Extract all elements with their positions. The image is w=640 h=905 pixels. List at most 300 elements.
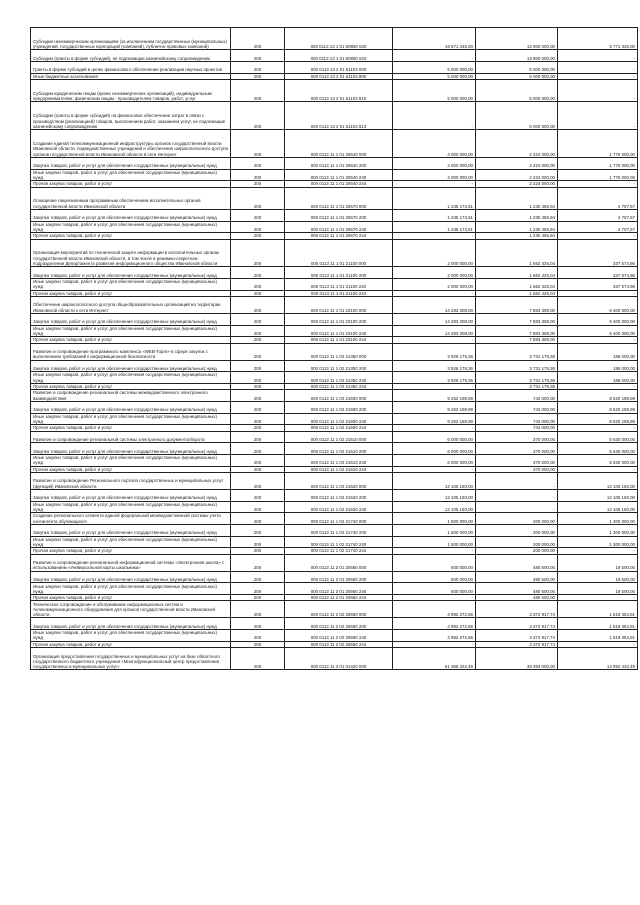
budget-classification-code-cell: 000 0113 11 2 02 20690 000 xyxy=(285,601,393,618)
table-row xyxy=(31,157,638,169)
remaining-amount-cell: - xyxy=(558,73,638,79)
remaining-amount-cell: 19 500,00 xyxy=(558,554,638,571)
line-code-cell: 200 xyxy=(231,337,285,343)
line-code-cell: 200 xyxy=(231,466,285,472)
executed-amount-cell: 1 230 465,94 xyxy=(476,187,558,209)
line-code-cell: 200 xyxy=(231,130,285,158)
remaining-amount-cell: 12 992 432,49 xyxy=(558,648,638,670)
budget-classification-code-cell: 000 0113 11 2 02 20690 240 xyxy=(285,630,393,642)
budget-classification-code-cell: 000 0113 11 1 02 21620 240 xyxy=(285,501,393,513)
indicator-name-cell: Развитие и сопровождение Регионального портала государственных и муниципальных услуг (функций) Ивановской области xyxy=(31,472,231,489)
executed-amount-cell: 1 662 425,04 xyxy=(476,267,558,279)
executed-amount-cell: - xyxy=(476,489,558,501)
indicator-name-cell: Закупка товаров, работ и услуг для обеспечения государственных (муниципальных) нужд xyxy=(31,525,231,537)
remaining-amount-cell: 5 630 000,00 xyxy=(558,443,638,455)
remaining-amount-cell: 5 771 345,00 xyxy=(558,28,638,50)
approved-amount-cell: 14 283 308,00 xyxy=(393,325,476,337)
table-row xyxy=(31,267,638,279)
executed-amount-cell: 5 000 000,00 xyxy=(476,102,558,130)
table-row xyxy=(31,472,638,489)
executed-amount-cell: 38 393 000,00 xyxy=(476,648,558,670)
table-row xyxy=(31,513,638,525)
approved-amount-cell: 12 105 160,00 xyxy=(393,489,476,501)
line-code-cell: 200 xyxy=(231,630,285,642)
table-row xyxy=(31,630,638,642)
table-row xyxy=(31,221,638,233)
remaining-amount-cell: 12 105 160,00 xyxy=(558,501,638,513)
approved-amount-cell: 4 992 272,65 xyxy=(393,630,476,642)
budget-classification-code-cell: 000 0113 11 1 02 21350 000 xyxy=(285,343,393,360)
approved-amount-cell: 2 000 000,00 xyxy=(393,278,476,290)
table-row xyxy=(31,325,638,337)
remaining-amount-cell: 1 619 354,91 xyxy=(558,618,638,630)
line-code-cell: 200 xyxy=(231,383,285,389)
executed-amount-cell: 3 372 917,74 xyxy=(476,601,558,618)
budget-classification-code-cell: 000 0113 11 1 02 21600 000 xyxy=(285,390,393,402)
approved-amount-cell: 5 000 000,00 xyxy=(393,62,476,74)
budget-classification-code-cell: 000 0113 11 1 01 21100 000 xyxy=(285,239,393,267)
budget-classification-code-cell: 000 0113 11 1 01 20640 244 xyxy=(285,181,393,187)
budget-classification-code-cell: 000 0113 11 1 02 21600 244 xyxy=(285,425,393,431)
approved-amount-cell: 2 000 000,00 xyxy=(393,267,476,279)
remaining-amount-cell: 19 500,00 xyxy=(558,583,638,595)
budget-classification-code-cell: 000 0113 11 1 01 20670 244 xyxy=(285,233,393,239)
approved-amount-cell: 1 500 000,00 xyxy=(393,525,476,537)
approved-amount-cell: 4 000 000,00 xyxy=(393,157,476,169)
remaining-amount-cell: - xyxy=(558,80,638,102)
indicator-name-cell: Закупка товаров, работ и услуг для обеспечения государственных (муниципальных) нужд xyxy=(31,360,231,372)
executed-amount-cell: 742 000,00 xyxy=(476,401,558,413)
budget-classification-code-cell: 000 0113 11 2 01 20660 244 xyxy=(285,595,393,601)
line-code-cell: 200 xyxy=(231,595,285,601)
line-code-cell: 200 xyxy=(231,525,285,537)
executed-amount-cell: - xyxy=(476,472,558,489)
executed-amount-cell: 480 500,00 xyxy=(476,595,558,601)
remaining-amount-cell: - xyxy=(558,102,638,130)
indicator-name-cell: Иные закупки товаров, работ и услуг для обеспечения государственных (муниципальных) нужд xyxy=(31,630,231,642)
remaining-amount-cell: - xyxy=(558,337,638,343)
table-row xyxy=(31,239,638,267)
indicator-name-cell: Иные закупки товаров, работ и услуг для обеспечения государственных (муниципальных) нужд xyxy=(31,501,231,513)
executed-amount-cell: 5 000 000,00 xyxy=(476,80,558,102)
remaining-amount-cell: 4 707,57 xyxy=(558,221,638,233)
indicator-name-cell: Техническое сопровождение и обслуживание информационных систем и телекоммуникационного оборудования для органов государственной власти Ивановской области xyxy=(31,601,231,618)
budget-classification-code-cell: 000 0113 11 2 01 20660 240 xyxy=(285,583,393,595)
approved-amount-cell: 3 926 179,36 xyxy=(393,360,476,372)
indicator-name-cell: Закупка товаров, работ и услуг для обеспечения государственных (муниципальных) нужд xyxy=(31,267,231,279)
approved-amount-cell: 1 235 173,51 xyxy=(393,209,476,221)
executed-amount-cell: 480 500,00 xyxy=(476,571,558,583)
table-row xyxy=(31,536,638,548)
budget-classification-code-cell: 000 0113 11 2 02 20690 244 xyxy=(285,641,393,647)
approved-amount-cell: 1 235 173,51 xyxy=(393,187,476,209)
executed-amount-cell: 200 000,00 xyxy=(476,513,558,525)
executed-amount-cell: 370 000,00 xyxy=(476,466,558,472)
line-code-cell: 200 xyxy=(231,62,285,74)
budget-classification-code-cell: 000 0113 11 1 02 21740 200 xyxy=(285,525,393,537)
indicator-name-cell: Закупка товаров, работ и услуг для обеспечения государственных (муниципальных) нужд xyxy=(31,571,231,583)
line-code-cell: 200 xyxy=(231,233,285,239)
budget-classification-code-cell: 000 0113 13 2 01 61103 800 xyxy=(285,73,393,79)
indicator-name-cell: Закупка товаров, работ и услуг для обеспечения государственных (муниципальных) нужд xyxy=(31,489,231,501)
indicator-name-cell: Прочая закупка товаров, работ и услуг xyxy=(31,641,231,647)
indicator-name-cell: Прочая закупка товаров, работ и услуг xyxy=(31,595,231,601)
budget-classification-code-cell: 000 0113 11 1 01 20670 000 xyxy=(285,187,393,209)
indicator-name-cell: Закупка товаров, работ и услуг для обеспечения государственных (муниципальных) нужд xyxy=(31,618,231,630)
executed-amount-cell: 3 372 917,74 xyxy=(476,630,558,642)
table-row xyxy=(31,296,638,313)
remaining-amount-cell: 6 400 000,00 xyxy=(558,296,638,313)
approved-amount-cell: 4 000 000,00 xyxy=(393,130,476,158)
approved-amount-cell: - xyxy=(393,337,476,343)
budget-classification-code-cell: 000 0113 11 1 01 23100 000 xyxy=(285,296,393,313)
table-row xyxy=(31,489,638,501)
approved-amount-cell: - xyxy=(393,233,476,239)
budget-classification-code-cell: 000 0113 11 1 02 21610 240 xyxy=(285,455,393,467)
table-row xyxy=(31,278,638,290)
line-code-cell: 200 xyxy=(231,583,285,595)
indicator-name-cell: Закупка товаров, работ и услуг для обеспечения государственных (муниципальных) нужд xyxy=(31,157,231,169)
remaining-amount-cell: 5 630 000,00 xyxy=(558,431,638,443)
approved-amount-cell: - xyxy=(393,181,476,187)
table-row xyxy=(31,130,638,158)
remaining-amount-cell: 195 000,00 xyxy=(558,360,638,372)
budget-table-body xyxy=(31,28,638,670)
executed-amount-cell: 3 372 917,74 xyxy=(476,618,558,630)
line-code-cell: 200 xyxy=(231,648,285,670)
approved-amount-cell: 1 235 173,51 xyxy=(393,221,476,233)
table-row xyxy=(31,343,638,360)
table-row xyxy=(31,583,638,595)
line-code-cell: 200 xyxy=(231,413,285,425)
remaining-amount-cell: 195 000,00 xyxy=(558,343,638,360)
table-row xyxy=(31,648,638,670)
table-row xyxy=(31,187,638,209)
budget-table xyxy=(30,27,638,670)
remaining-amount-cell: - xyxy=(558,290,638,296)
indicator-name-cell: Иные закупки товаров, работ и услуг для обеспечения государственных (муниципальных) нужд xyxy=(31,455,231,467)
budget-classification-code-cell: 000 0113 11 2 02 20690 200 xyxy=(285,618,393,630)
indicator-name-cell: Иные закупки товаров, работ и услуг для обеспечения государственных (муниципальных) нужд xyxy=(31,372,231,384)
line-code-cell: 200 xyxy=(231,296,285,313)
approved-amount-cell: 4 992 272,65 xyxy=(393,618,476,630)
executed-amount-cell: 7 883 308,00 xyxy=(476,337,558,343)
approved-amount-cell: - xyxy=(393,595,476,601)
budget-classification-code-cell: 000 0113 11 1 01 20640 200 xyxy=(285,157,393,169)
approved-amount-cell: 1 500 000,00 xyxy=(393,536,476,548)
remaining-amount-cell: 1 300 000,00 xyxy=(558,525,638,537)
executed-amount-cell: 1 662 425,04 xyxy=(476,278,558,290)
line-code-cell: 200 xyxy=(231,169,285,181)
indicator-name-cell: Закупка товаров, работ и услуг для обеспечения государственных (муниципальных) нужд xyxy=(31,401,231,413)
line-code-cell: 200 xyxy=(231,513,285,525)
line-code-cell: 200 xyxy=(231,221,285,233)
approved-amount-cell: 51 356 432,49 xyxy=(393,648,476,670)
executed-amount-cell: 3 372 917,74 xyxy=(476,641,558,647)
executed-amount-cell: 2 224 000,00 xyxy=(476,169,558,181)
table-row xyxy=(31,313,638,325)
budget-classification-code-cell: 000 0113 11 1 01 23100 240 xyxy=(285,325,393,337)
executed-amount-cell: 1 230 465,94 xyxy=(476,209,558,221)
remaining-amount-cell: 12 105 160,00 xyxy=(558,489,638,501)
approved-amount-cell: - xyxy=(393,425,476,431)
executed-amount-cell: 480 500,00 xyxy=(476,554,558,571)
remaining-amount-cell: 8 520 198,99 xyxy=(558,401,638,413)
remaining-amount-cell: 1 300 000,00 xyxy=(558,513,638,525)
indicator-name-cell: Гранты в форме субсидий в целях финансового обеспечения реализации научных проектов xyxy=(31,62,231,74)
executed-amount-cell: 3 731 179,36 xyxy=(476,343,558,360)
executed-amount-cell: 2 224 000,00 xyxy=(476,157,558,169)
indicator-name-cell: Прочая закупка товаров, работ и услуг xyxy=(31,383,231,389)
line-code-cell: 200 xyxy=(231,443,285,455)
executed-amount-cell: 200 000,00 xyxy=(476,536,558,548)
budget-classification-code-cell: 000 0113 11 2 01 20660 200 xyxy=(285,571,393,583)
remaining-amount-cell: 4 707,57 xyxy=(558,187,638,209)
table-row xyxy=(31,431,638,443)
budget-classification-code-cell: 000 0113 11 1 01 21100 200 xyxy=(285,267,393,279)
table-row xyxy=(31,455,638,467)
approved-amount-cell: - xyxy=(393,290,476,296)
line-code-cell: 200 xyxy=(231,425,285,431)
line-code-cell: 200 xyxy=(231,431,285,443)
approved-amount-cell: 500 000,00 xyxy=(393,583,476,595)
indicator-name-cell: Закупка товаров, работ и услуг для обеспечения государственных (муниципальных) нужд xyxy=(31,443,231,455)
remaining-amount-cell: 1 776 000,00 xyxy=(558,169,638,181)
approved-amount-cell: 5 000 000,00 xyxy=(393,80,476,102)
approved-amount-cell: 9 262 198,99 xyxy=(393,413,476,425)
budget-classification-code-cell: 000 0113 11 1 02 21620 200 xyxy=(285,489,393,501)
remaining-amount-cell: - xyxy=(558,181,638,187)
indicator-name-cell: Иные закупки товаров, работ и услуг для обеспечения государственных (муниципальных) нужд xyxy=(31,221,231,233)
line-code-cell: 200 xyxy=(231,102,285,130)
remaining-amount-cell: - xyxy=(558,548,638,554)
budget-classification-code-cell: 000 0113 11 2 01 20660 000 xyxy=(285,554,393,571)
remaining-amount-cell: 1 619 354,91 xyxy=(558,630,638,642)
executed-amount-cell: 200 000,00 xyxy=(476,525,558,537)
table-row xyxy=(31,169,638,181)
budget-classification-code-cell: 000 0113 11 1 02 21740 244 xyxy=(285,548,393,554)
budget-classification-code-cell: 000 0113 11 1 02 21600 240 xyxy=(285,413,393,425)
line-code-cell: 200 xyxy=(231,554,285,571)
indicator-name-cell: Прочая закупка товаров, работ и услуг xyxy=(31,425,231,431)
approved-amount-cell: 12 105 160,00 xyxy=(393,472,476,489)
line-code-cell: 200 xyxy=(231,181,285,187)
table-row xyxy=(31,372,638,384)
executed-amount-cell: 3 731 179,36 xyxy=(476,372,558,384)
approved-amount-cell: - xyxy=(393,383,476,389)
approved-amount-cell: - xyxy=(393,641,476,647)
budget-classification-code-cell: 000 0113 11 1 02 21350 244 xyxy=(285,383,393,389)
executed-amount-cell: 742 000,00 xyxy=(476,413,558,425)
indicator-name-cell: Иные закупки товаров, работ и услуг для обеспечения государственных (муниципальных) нужд xyxy=(31,413,231,425)
remaining-amount-cell: - xyxy=(558,50,638,62)
table-row xyxy=(31,360,638,372)
remaining-amount-cell: - xyxy=(558,425,638,431)
indicator-name-cell: Прочая закупка товаров, работ и услуг xyxy=(31,466,231,472)
indicator-name-cell: Субсидии юридическим лицам (кроме некоммерческих организаций), индивидуальным предпринимателям, физическим лицам - производителям товаров, работ, услуг xyxy=(31,80,231,102)
line-code-cell: 200 xyxy=(231,455,285,467)
table-row xyxy=(31,554,638,571)
indicator-name-cell: Организация мероприятий по технической защите информации в исполнительных органах государственной власти Ивановской области, в том числе в режимно-секретном подразделении Департамента развития информационного общества Ивановской области xyxy=(31,239,231,267)
indicator-name-cell: Прочая закупка товаров, работ и услуг xyxy=(31,181,231,187)
approved-amount-cell: - xyxy=(393,50,476,62)
remaining-amount-cell: 337 574,96 xyxy=(558,278,638,290)
indicator-name-cell: Прочая закупка товаров, работ и услуг xyxy=(31,290,231,296)
indicator-name-cell: Прочая закупка товаров, работ и услуг xyxy=(31,548,231,554)
table-row xyxy=(31,50,638,62)
remaining-amount-cell: - xyxy=(558,595,638,601)
remaining-amount-cell: 19 500,00 xyxy=(558,571,638,583)
executed-amount-cell: 2 224 000,00 xyxy=(476,130,558,158)
line-code-cell: 200 xyxy=(231,50,285,62)
executed-amount-cell: 1 662 425,04 xyxy=(476,290,558,296)
executed-amount-cell: 13 900 000,00 xyxy=(476,50,558,62)
indicator-name-cell: Прочая закупка товаров, работ и услуг xyxy=(31,337,231,343)
approved-amount-cell: 9 262 198,99 xyxy=(393,401,476,413)
table-row xyxy=(31,62,638,74)
budget-classification-code-cell: 000 0113 11 1 02 21610 244 xyxy=(285,466,393,472)
remaining-amount-cell: 1 619 354,91 xyxy=(558,601,638,618)
executed-amount-cell: 370 000,00 xyxy=(476,455,558,467)
line-code-cell: 200 xyxy=(231,618,285,630)
indicator-name-cell: Развитие и сопровождение программного комплекса «WEB-Торги» в сфере закупок с выполнением требований к информационной безопасности xyxy=(31,343,231,360)
line-code-cell: 200 xyxy=(231,157,285,169)
indicator-name-cell: Создание регионального сегмента единой федеральной межведомственной системы учета контингента обучающихся xyxy=(31,513,231,525)
approved-amount-cell: 3 926 179,36 xyxy=(393,343,476,360)
line-code-cell: 200 xyxy=(231,290,285,296)
line-code-cell: 200 xyxy=(231,73,285,79)
line-code-cell: 200 xyxy=(231,278,285,290)
executed-amount-cell: 480 500,00 xyxy=(476,583,558,595)
indicator-name-cell: Развитие и сопровождение региональной информационной системы «Электронная школа» с использованием «Универсальной карты школьника» xyxy=(31,554,231,571)
remaining-amount-cell: 195 000,00 xyxy=(558,372,638,384)
budget-classification-code-cell: 000 0113 11 1 01 20640 240 xyxy=(285,169,393,181)
budget-classification-code-cell: 000 0113 11 1 01 21100 240 xyxy=(285,278,393,290)
line-code-cell: 200 xyxy=(231,548,285,554)
line-code-cell: 200 xyxy=(231,80,285,102)
budget-classification-code-cell: 000 0113 11 1 01 23100 244 xyxy=(285,337,393,343)
indicator-name-cell: Субсидии некоммерческим организациям (за исключением государственных (муниципальных) учреждений, государственных корпораций (компаний), публично-правовых компаний) xyxy=(31,28,231,50)
line-code-cell: 200 xyxy=(231,313,285,325)
indicator-name-cell: Иные закупки товаров, работ и услуг для обеспечения государственных (муниципальных) нужд xyxy=(31,536,231,548)
indicator-name-cell: Иные закупки товаров, работ и услуг для обеспечения государственных (муниципальных) нужд xyxy=(31,278,231,290)
indicator-name-cell: Организация предоставления государственных и муниципальных услуг на базе областного государственного бюджетного учреждения «Многофункциональный центр предоставления государственных и муниципальных услуг» xyxy=(31,648,231,670)
remaining-amount-cell: 12 105 160,00 xyxy=(558,472,638,489)
table-row xyxy=(31,209,638,221)
approved-amount-cell: 14 283 308,00 xyxy=(393,313,476,325)
executed-amount-cell: 2 224 000,00 xyxy=(476,181,558,187)
remaining-amount-cell: - xyxy=(558,466,638,472)
executed-amount-cell: 3 731 179,36 xyxy=(476,360,558,372)
table-row xyxy=(31,390,638,402)
remaining-amount-cell: 1 300 000,00 xyxy=(558,536,638,548)
table-row xyxy=(31,501,638,513)
executed-amount-cell: 1 230 465,94 xyxy=(476,233,558,239)
line-code-cell: 200 xyxy=(231,472,285,489)
table-row xyxy=(31,601,638,618)
table-row xyxy=(31,413,638,425)
remaining-amount-cell: 1 776 000,00 xyxy=(558,130,638,158)
remaining-amount-cell: 337 574,96 xyxy=(558,267,638,279)
budget-classification-code-cell: 000 0113 13 2 01 61103 000 xyxy=(285,62,393,74)
line-code-cell: 200 xyxy=(231,571,285,583)
budget-classification-code-cell: 000 0113 13 2 01 61103 813 xyxy=(285,102,393,130)
table-row xyxy=(31,443,638,455)
budget-classification-code-cell: 000 0113 13 1 01 60850 633 xyxy=(285,50,393,62)
executed-amount-cell: 742 000,00 xyxy=(476,425,558,431)
line-code-cell: 200 xyxy=(231,343,285,360)
budget-classification-code-cell: 000 0113 11 1 02 21350 200 xyxy=(285,360,393,372)
indicator-name-cell: Субсидии (гранты в форме субсидий) на финансовое обеспечение затрат в связи с производством (реализацией) товаров, выполнением работ, оказанием услуг, не подлежащие казначейскому сопровождению xyxy=(31,102,231,130)
line-code-cell: 200 xyxy=(231,390,285,402)
executed-amount-cell: 5 000 000,00 xyxy=(476,73,558,79)
remaining-amount-cell: 6 400 000,00 xyxy=(558,325,638,337)
line-code-cell: 200 xyxy=(231,372,285,384)
indicator-name-cell: Обеспечение широкополосного доступа общеобразовательных организаций на территории Ивановской области к сети Интернет xyxy=(31,296,231,313)
remaining-amount-cell: 6 400 000,00 xyxy=(558,313,638,325)
remaining-amount-cell: 4 707,57 xyxy=(558,209,638,221)
executed-amount-cell: 200 000,00 xyxy=(476,548,558,554)
line-code-cell: 200 xyxy=(231,501,285,513)
executed-amount-cell: 1 662 425,04 xyxy=(476,239,558,267)
approved-amount-cell: - xyxy=(393,102,476,130)
approved-amount-cell: 500 000,00 xyxy=(393,554,476,571)
approved-amount-cell: 4 000 000,00 xyxy=(393,169,476,181)
line-code-cell: 200 xyxy=(231,489,285,501)
approved-amount-cell: 4 992 272,65 xyxy=(393,601,476,618)
table-row xyxy=(31,28,638,50)
executed-amount-cell: 370 000,00 xyxy=(476,431,558,443)
line-code-cell: 200 xyxy=(231,360,285,372)
table-row xyxy=(31,618,638,630)
line-code-cell: 200 xyxy=(231,536,285,548)
budget-classification-code-cell: 000 0113 11 1 02 21610 200 xyxy=(285,443,393,455)
budget-classification-code-cell: 000 0113 13 1 01 60850 630 xyxy=(285,28,393,50)
line-code-cell: 200 xyxy=(231,28,285,50)
indicator-name-cell: Прочая закупка товаров, работ и услуг xyxy=(31,233,231,239)
remaining-amount-cell: - xyxy=(558,62,638,74)
approved-amount-cell: 6 000 000,00 xyxy=(393,443,476,455)
budget-classification-code-cell: 000 0113 11 3 01 01420 000 xyxy=(285,648,393,670)
indicator-name-cell: Иные закупки товаров, работ и услуг для обеспечения государственных (муниципальных) нужд xyxy=(31,583,231,595)
approved-amount-cell: 9 262 198,99 xyxy=(393,390,476,402)
approved-amount-cell: 2 000 000,00 xyxy=(393,239,476,267)
approved-amount-cell: 14 283 308,00 xyxy=(393,296,476,313)
approved-amount-cell: 6 000 000,00 xyxy=(393,455,476,467)
budget-classification-code-cell: 000 0113 11 1 02 21600 200 xyxy=(285,401,393,413)
line-code-cell: 200 xyxy=(231,267,285,279)
remaining-amount-cell: 1 776 000,00 xyxy=(558,157,638,169)
approved-amount-cell: 19 671 345,00 xyxy=(393,28,476,50)
indicator-name-cell: Иные закупки товаров, работ и услуг для обеспечения государственных (муниципальных) нужд xyxy=(31,169,231,181)
approved-amount-cell: - xyxy=(393,548,476,554)
executed-amount-cell: 742 000,00 xyxy=(476,390,558,402)
line-code-cell: 200 xyxy=(231,187,285,209)
approved-amount-cell: - xyxy=(393,466,476,472)
indicator-name-cell: Развитие и сопровождение региональной системы электронного документооборота xyxy=(31,431,231,443)
budget-classification-code-cell: 000 0113 11 1 02 21610 000 xyxy=(285,431,393,443)
remaining-amount-cell: - xyxy=(558,233,638,239)
budget-classification-code-cell: 000 0113 11 1 02 21740 240 xyxy=(285,536,393,548)
remaining-amount-cell: 8 520 198,99 xyxy=(558,390,638,402)
table-row xyxy=(31,80,638,102)
remaining-amount-cell: 5 630 000,00 xyxy=(558,455,638,467)
budget-classification-code-cell: 000 0113 11 1 01 20670 200 xyxy=(285,209,393,221)
budget-classification-code-cell: 000 0113 13 2 01 61103 810 xyxy=(285,80,393,102)
remaining-amount-cell: 337 574,96 xyxy=(558,239,638,267)
indicator-name-cell: Субсидии (гранты в форме субсидий), не подлежащие казначейскому сопровождению xyxy=(31,50,231,62)
budget-classification-code-cell: 000 0113 11 1 01 23100 200 xyxy=(285,313,393,325)
